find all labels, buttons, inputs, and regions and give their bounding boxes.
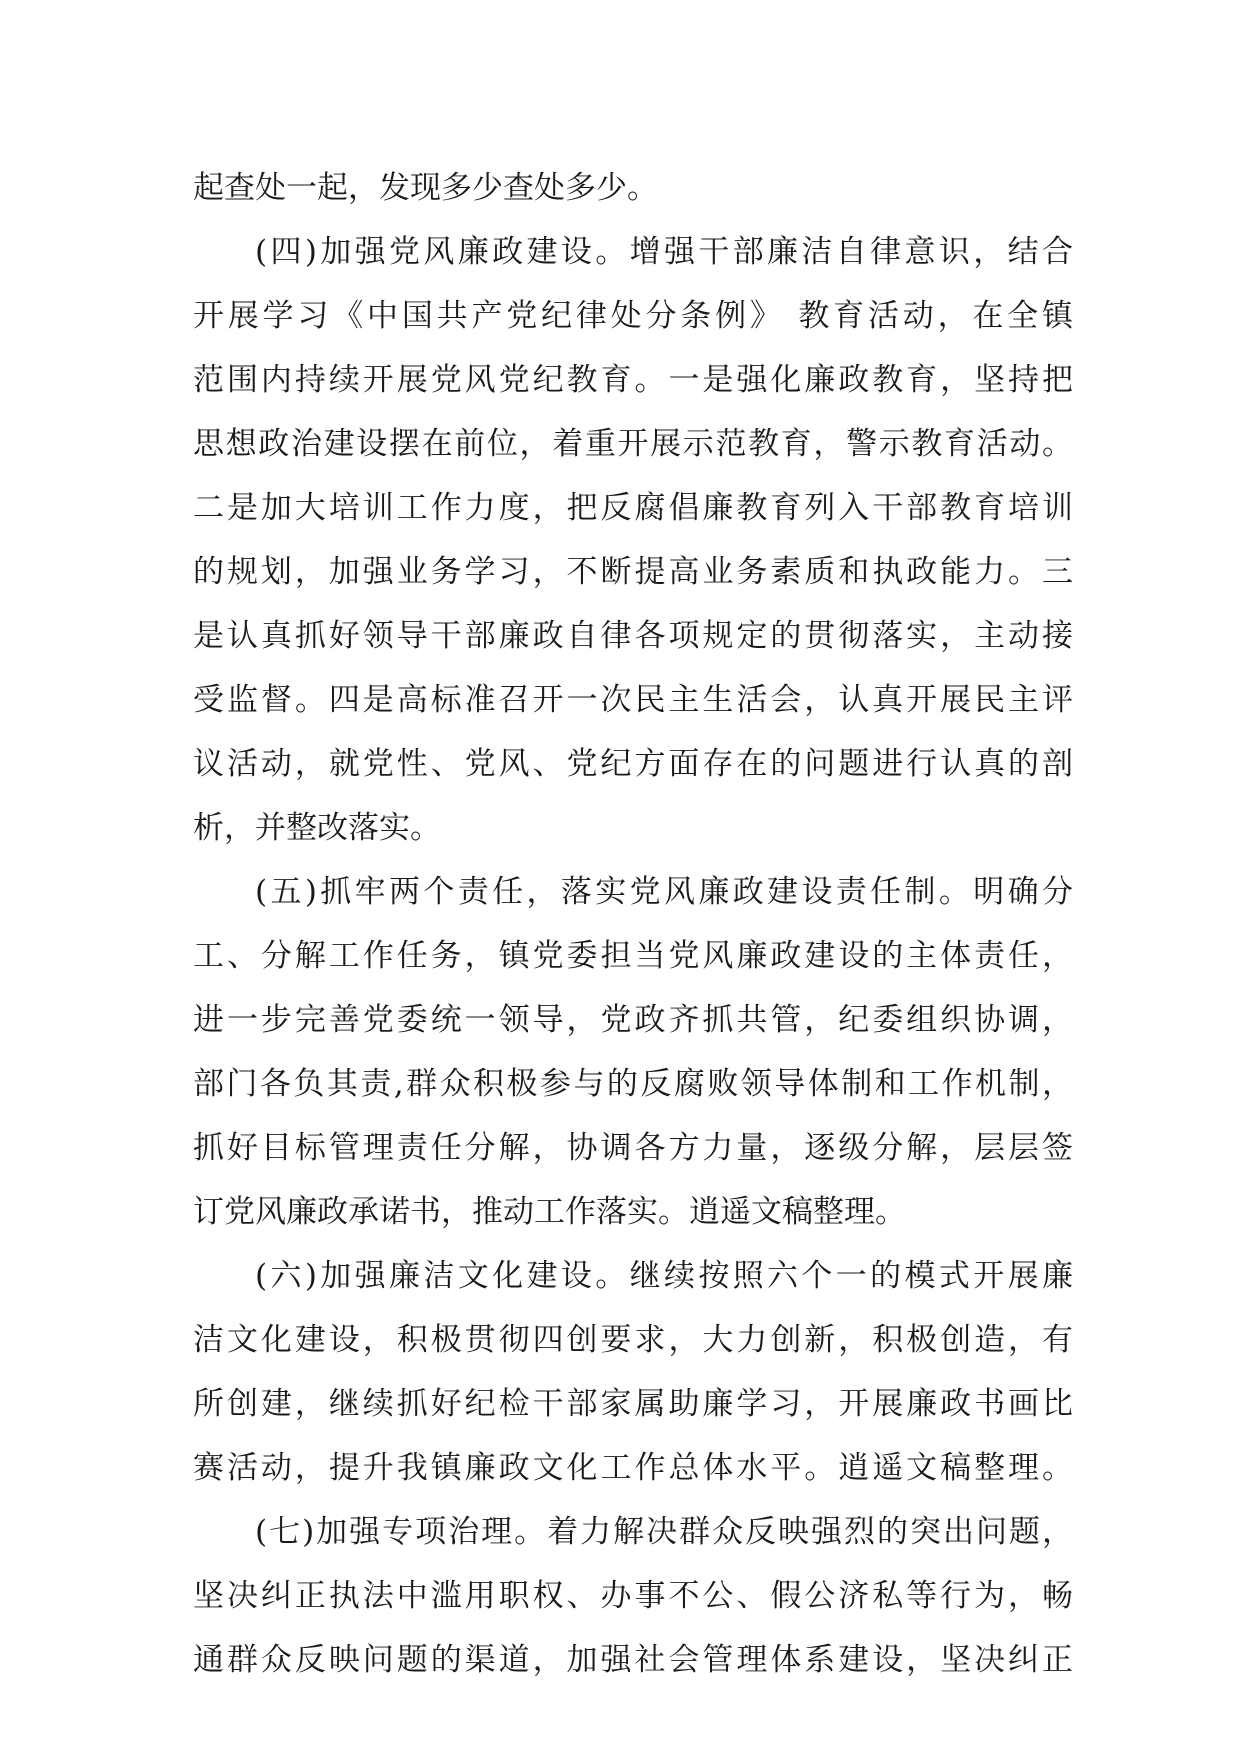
text-line: 受监督。四是高标准召开一次民主生活会，认真开展民主评	[193, 682, 1073, 718]
document-body	[193, 156, 1073, 1692]
text-line: 坚决纠正执法中滥用职权、办事不公、假公济私等行为，畅	[193, 1578, 1073, 1614]
text-line: 的规划，加强业务学习，不断提高业务素质和执政能力。三	[193, 554, 1073, 590]
text-line: 二是加大培训工作力度，把反腐倡廉教育列入干部教育培训	[193, 490, 1073, 526]
text-line: 工、分解工作任务，镇党委担当党风廉政建设的主体责任，	[193, 938, 1073, 974]
text-line: 开展学习《中国共产党纪律处分条例》 教育活动，在全镇	[193, 298, 1073, 334]
text-line: 议活动，就党性、党风、党纪方面存在的问题进行认真的剖	[193, 746, 1073, 782]
text-line: 所创建，继续抓好纪检干部家属助廉学习，开展廉政书画比	[193, 1386, 1073, 1422]
text-line: 通群众反映问题的渠道，加强社会管理体系建设，坚决纠正	[193, 1642, 1073, 1678]
text-line: 赛活动，提升我镇廉政文化工作总体水平。逍遥文稿整理。	[193, 1450, 1073, 1486]
text-line: 范围内持续开展党风党纪教育。一是强化廉政教育，坚持把	[193, 362, 1073, 398]
text-line: (七)加强专项治理。着力解决群众反映强烈的突出问题，	[255, 1514, 1073, 1550]
text-line: 抓好目标管理责任分解，协调各方力量，逐级分解，层层签	[193, 1130, 1073, 1166]
text-line: 洁文化建设，积极贯彻四创要求，大力创新，积极创造，有	[193, 1322, 1073, 1358]
text-line: 进一步完善党委统一领导，党政齐抓共管，纪委组织协调，	[193, 1002, 1073, 1038]
text-line: 订党风廉政承诺书，推动工作落实。逍遥文稿整理。	[193, 1194, 906, 1230]
text-line: 是认真抓好领导干部廉政自律各项规定的贯彻落实，主动接	[193, 618, 1073, 654]
text-line: (五)抓牢两个责任，落实党风廉政建设责任制。明确分	[255, 874, 1073, 910]
text-line: (四)加强党风廉政建设。增强干部廉洁自律意识，结合	[255, 234, 1073, 270]
text-line: 思想政治建设摆在前位，着重开展示范教育，警示教育活动。	[193, 426, 1073, 462]
text-line: (六)加强廉洁文化建设。继续按照六个一的模式开展廉	[255, 1258, 1073, 1294]
text-line: 析，并整改落实。	[193, 810, 441, 846]
text-line: 起查处一起，发现多少查处多少。	[193, 170, 658, 206]
text-line: 部门各负其责,群众积极参与的反腐败领导体制和工作机制，	[193, 1066, 1073, 1102]
